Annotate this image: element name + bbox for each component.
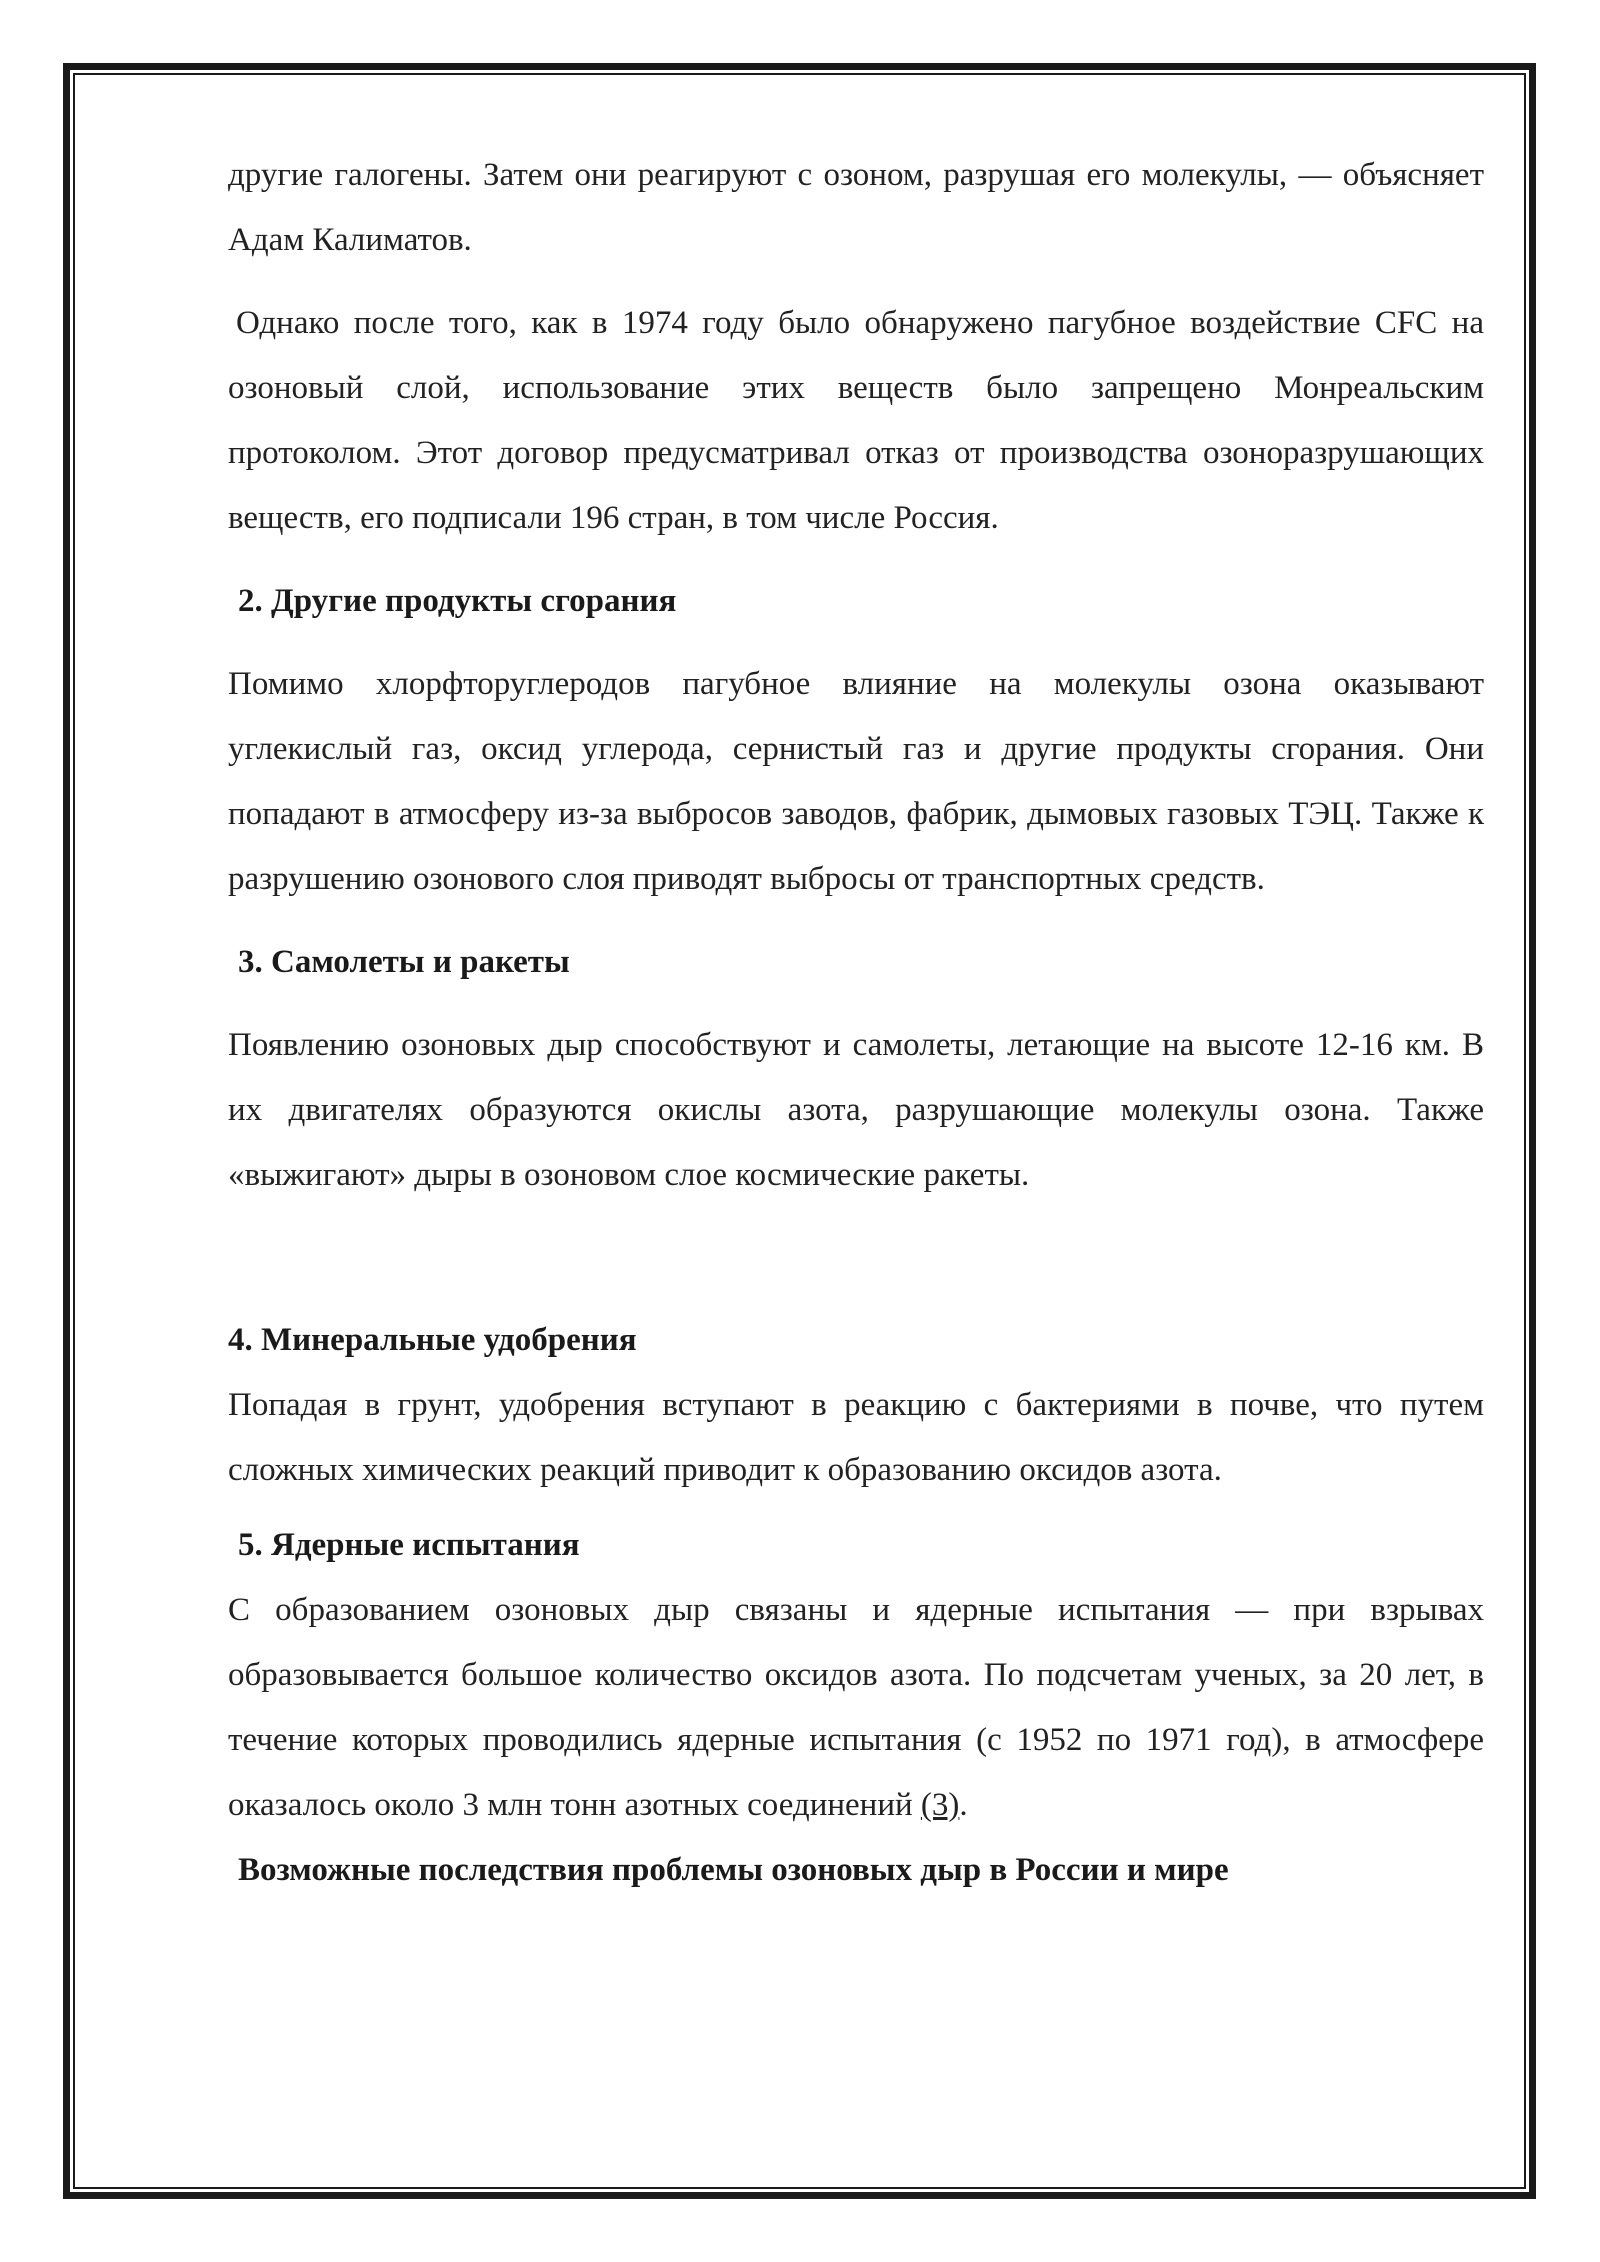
paragraph-montreal-protocol: Однако после того, как в 1974 году было обнаружено пагубное воздействие CFC на озоновый слой, использование этих веществ было запрещено Монреальским протоколом. Этот договор предусматривал отказ от производства озоноразрушающих веществ, его подписали 196 стран, в том числе Россия. (228, 305, 1484, 536)
heading-consequences: Возможные последствия проблемы озоновых дыр в России и мире (238, 1852, 1229, 1888)
paragraph-halogens: другие галогены. Затем они реагируют с озоном, разрушая его молекулы, — объясняет Адам Калиматов. (228, 157, 1484, 258)
heading-planes-rockets: 3. Самолеты и ракеты (238, 944, 570, 980)
paragraph-combustion-products: Помимо хлорфторуглеродов пагубное влияние на молекулы озона оказывают углекислый газ, оксид углерода, сернистый газ и другие продукты сгорания. Они попадают в атмосферу из-за выбросов заводов, фабрик, дымовых газовых ТЭЦ. Также к разрушению озонового слоя приводят выбросы от транспортных средств. (228, 666, 1484, 897)
paragraph-planes-rockets: Появлению озоновых дыр способствуют и самолеты, летающие на высоте 12-16 км. В их двигателях образуются окислы азота, разрушающие молекулы озона. Также «выжигают» дыры в озоновом слое космические ракеты. (228, 1027, 1484, 1193)
heading-nuclear-tests: 5. Ядерные испытания (238, 1527, 580, 1563)
heading-mineral-fertilizers: 4. Минеральные удобрения (228, 1322, 637, 1358)
nuclear-tests-end: . (959, 1787, 968, 1823)
nuclear-tests-text: С образованием озоновых дыр связаны и ядерные испытания — при взрывах образовывается большое количество оксидов азота. По подсчетам ученых, за 20 лет, в течение которых проводились ядерные испытания (с 1952 по 1971 год), в атмосфере оказалось около 3 млн тонн азотных соединений (228, 1592, 1484, 1823)
document-body (228, 143, 1484, 1921)
blank-line (228, 1226, 1484, 1308)
paragraph-mineral-fertilizers: Попадая в грунт, удобрения вступают в реакцию с бактериями в почве, что путем сложных химических реакций приводит к образованию оксидов азота. (228, 1387, 1484, 1488)
paragraph-nuclear-tests (228, 1578, 1484, 1838)
heading-combustion-products: 2. Другие продукты сгорания (238, 583, 677, 619)
reference-link-3[interactable]: (3) (920, 1787, 960, 1823)
